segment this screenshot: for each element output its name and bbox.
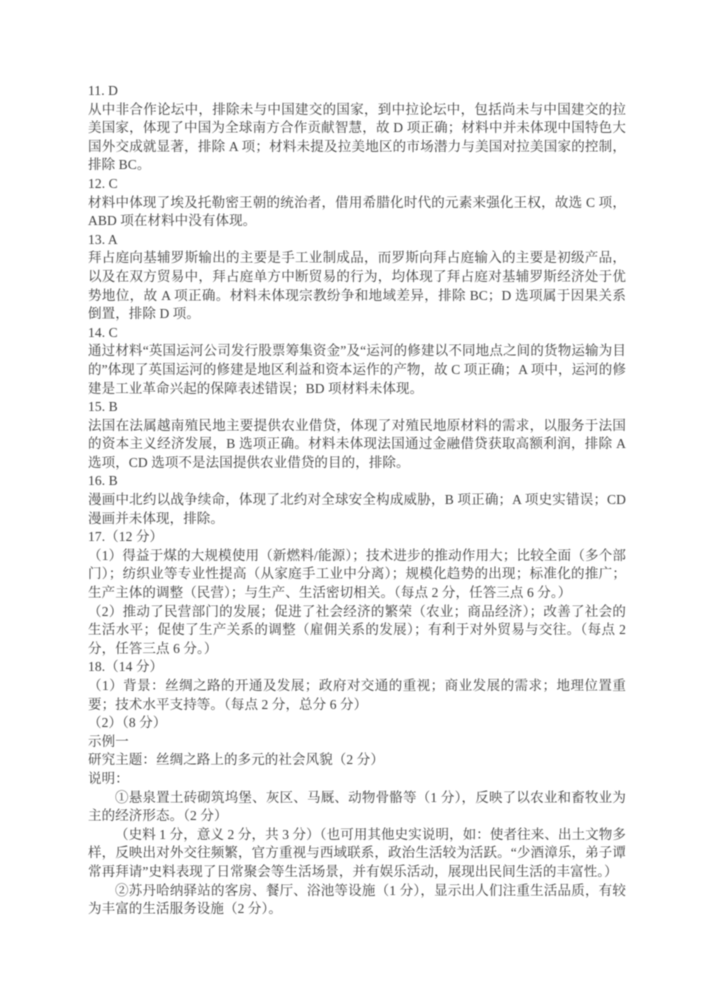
answer-key-page	[88, 82, 626, 919]
answer-15-label: 15. B	[88, 399, 118, 415]
question-18-part1-answer: （1）背景：丝绸之路的开通及发展；政府对交通的重视；商业发展的需求；地理位置重要；技术水平支持等。（每点 2 分，总分 6 分）	[88, 678, 626, 712]
example-one-label: 示例一	[88, 733, 129, 749]
answer-13-label: 13. A	[88, 231, 118, 247]
research-topic-line: 研究主题：丝绸之路上的多元的社会风貌（2 分）	[88, 752, 384, 768]
answer-15-analysis: 法国在法属越南殖民地主要提供农业借贷，体现了对殖民地原材料的需求，以服务于法国的资本主义经济发展，B 选项正确。材料未体现法国通过金融借贷获取高额利润，排除 A 选项，CD 选项不是法国提供农业借贷的目的，排除。	[88, 417, 626, 470]
explanation-point-2: ②苏丹哈纳驿站的客房、餐厅、浴池等设施（1 分），显示出人们注重生活品质，有较为丰富的生活服务设施（2 分）。	[88, 882, 626, 917]
answer-16-analysis: 漫画中北约以战争续命，体现了北约对全球安全构成威胁，B 项正确；A 项史实错误；CD 漫画并未体现，排除。	[88, 492, 626, 526]
answer-13-analysis: 拜占庭向基辅罗斯输出的主要是手工业制成品，而罗斯向拜占庭输入的主要是初级产品，以及在双方贸易中，拜占庭单方中断贸易的行为，均体现了拜占庭对基辅罗斯经济处于优势地位，故 A 项正确。材料未体现宗教纷争和地域差异，排除 BC；D 选项属于因果关系倒置，排除 D 项。	[88, 250, 626, 322]
answer-12-label: 12. C	[88, 175, 118, 191]
answer-11-label: 11. D	[88, 83, 118, 98]
question-17-part1-answer: （1）得益于煤的大规模使用（新燃料/能源）；技术进步的推动作用大；比较全面（多个部门）；纺织业等专业性提高（从家庭手工业中分离）；规模化趋势的出现；标准化的推广；生产主体的调整（民营）；与生产、生活密切相关。（每点 2 分，任答三点 6 分。）	[88, 547, 626, 601]
explanation-label: 说明：	[88, 770, 129, 786]
answer-14-analysis: 通过材料“英国运河公司发行股票筹集资金”及“运河的修建以不同地点之间的货物运输为目的”体现了英国运河的修建是地区利益和资本运作的产物，故 C 项正确；A 项中，运河的修建是工业革命兴起的保障表述错误；BD 项材料未体现。	[88, 343, 626, 396]
explanation-point-1: ①悬泉置土砖砌筑坞堡、灰区、马厩、动物骨骼等（1 分），反映了以农业和畜牧业为主的经济形态。（2 分）	[88, 789, 626, 824]
answer-16-label: 16. B	[88, 473, 118, 489]
question-17-heading: 17.（12 分）	[88, 529, 164, 545]
question-17-part2-answer: （2）推动了民营部门的发展；促进了社会经济的繁荣（农业；商品经济）；改善了社会的生活水平；促使了生产关系的调整（雇佣关系的发展）；有利于对外贸易与交往。（每点 2 分，任答三点 6 分。）	[88, 603, 626, 656]
answer-14-label: 14. C	[88, 324, 118, 340]
question-18-part2-heading: （2）（8 分）	[88, 715, 167, 731]
answer-12-analysis: 材料中体现了埃及托勒密王朝的统治者，借用希腊化时代的元素来强化王权，故选 C 项，ABD 项在材料中没有体现。	[88, 194, 626, 229]
answer-11-analysis: 从中非合作论坛中，排除未与中国建交的国家，到中拉论坛中，包括尚未与中国建交的拉美国家，体现了中国为全球南方合作贡献智慧，故 D 项正确；材料中并未体现中国特色大国外交成就显著，排除 A 项；材料未提及拉美地区的市场潜力与美国对拉美国家的控制，排除 BC。	[88, 101, 626, 173]
scoring-note: （史料 1 分，意义 2 分，共 3 分）（也可用其他史实说明，如：使者往来、出土文物多样，反映出对外交往频繁，官方重视与西域联系，政治生活较为活跃。“少酒漳乐，弟子谭常再拜请”史料表现了日常聚会等生活场景，并有娱乐活动，展现出民间生活的丰富性。）	[88, 826, 626, 879]
question-18-heading: 18.（14 分）	[88, 659, 164, 675]
